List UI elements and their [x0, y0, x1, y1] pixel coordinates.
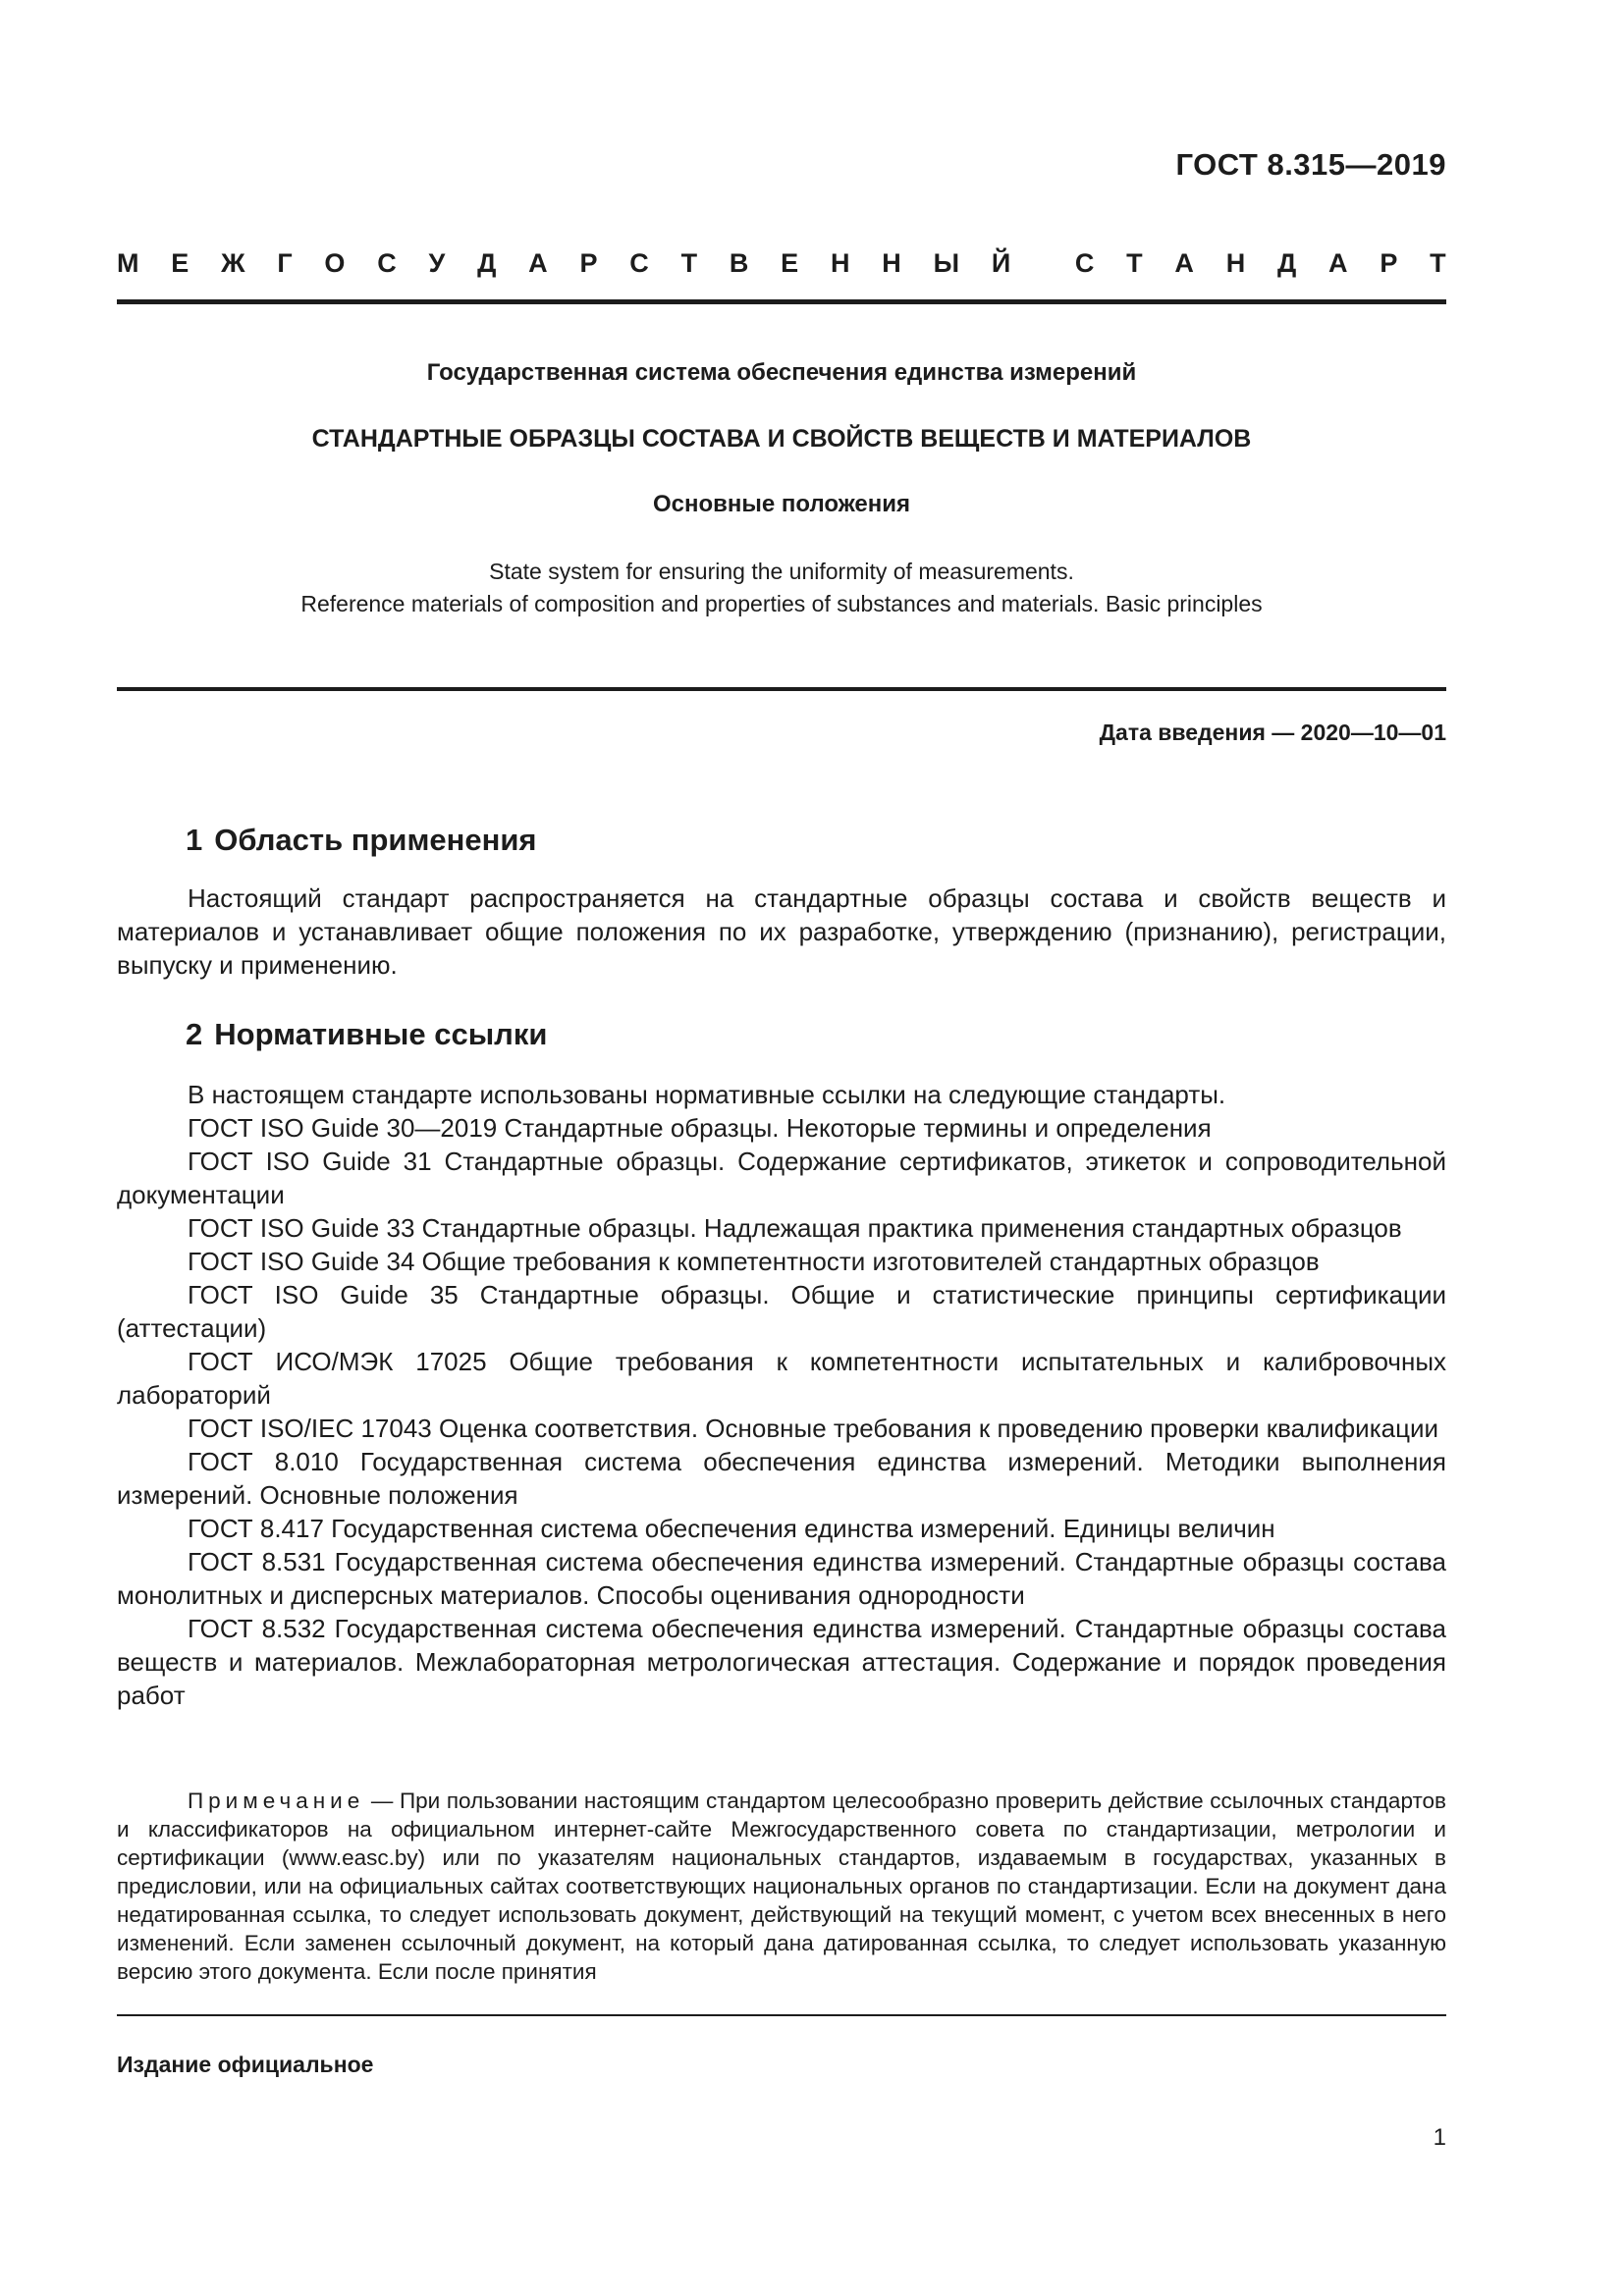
title-english-line: Reference materials of composition and properties of substances and materials. Basic principles: [300, 591, 1263, 616]
standard-type-letter: Е: [781, 248, 799, 278]
introduction-date: Дата введения — 2020—10—01: [1099, 720, 1446, 745]
section-2-body: [117, 1078, 1446, 1712]
standard-type-letter: С: [629, 248, 649, 278]
standard-type-letter: С: [1074, 248, 1095, 278]
standard-type-letter: Т: [1126, 248, 1143, 278]
section-1-heading: [186, 823, 537, 858]
footer-divider: [117, 2014, 1446, 2016]
reference-paragraph: ГОСТ ИСО/МЭК 17025 Общие требования к компетентности испытательных и калибровочных лабораторий: [117, 1347, 1446, 1410]
standard-type-letter: Н: [1225, 248, 1246, 278]
standard-type-letter: Д: [477, 248, 497, 278]
standard-type-letter: Е: [171, 248, 189, 278]
reference-paragraph: ГОСТ 8.417 Государственная система обеспечения единства измерений. Единицы величин: [188, 1514, 1275, 1543]
section-number: 2: [186, 1017, 203, 1051]
note: [117, 1787, 1446, 1986]
note-text: — При пользовании настоящим стандартом целесообразно проверить действие ссылочных стандартов и классификаторов на официальном интернет-сайте Межгосударственного совета по стандартизации, метрологии и сертификации (www.easc.by) или по указателям национальных стандартов, издаваемым в государствах, указанных в предисловии, или на официальных сайтах соответствующих национальных органов по стандартизации. Если на документ дана недатированная ссылка, то следует использовать документ, действующий на текущий момент, с учетом всех внесенных в него изменений. Если заменен ссылочный документ, на который дана датированная ссылка, то следует использовать указанную версию этого документа. Если после принятия: [117, 1789, 1446, 1984]
standard-type-letter: Ы: [933, 248, 960, 278]
standard-type-letter: Д: [1277, 248, 1297, 278]
section-title: Нормативные ссылки: [214, 1017, 548, 1051]
section-title: Область применения: [214, 823, 537, 857]
standard-type-letter: Н: [830, 248, 850, 278]
edition-label: Издание официальное: [117, 2052, 374, 2077]
reference-paragraph: ГОСТ ISO Guide 31 Стандартные образцы. Содержание сертификатов, этикеток и сопроводительной документации: [117, 1147, 1446, 1209]
standard-type-letter: Т: [1430, 248, 1446, 278]
standard-type-letter: Н: [882, 248, 901, 278]
document-number: ГОСТ 8.315—2019: [1175, 147, 1446, 182]
standard-type-letter: А: [1328, 248, 1348, 278]
standard-type-letter: Г: [277, 248, 293, 278]
title-english-line: State system for ensuring the uniformity of measurements.: [489, 559, 1074, 584]
title-english: [117, 556, 1446, 620]
standard-type-heading: [117, 248, 1446, 279]
standard-type-letter: А: [528, 248, 548, 278]
paragraph: Настоящий стандарт распространяется на стандартные образцы состава и свойств веществ и материалов и устанавливает общие положения по их разработке, утверждению (признанию), регистрации, выпуску и применению.: [117, 883, 1446, 980]
standard-type-letter: Т: [680, 248, 698, 278]
standard-type-letter: Р: [1380, 248, 1398, 278]
reference-paragraph: ГОСТ 8.531 Государственная система обеспечения единства измерений. Стандартные образцы состава монолитных и дисперсных материалов. Способы оценивания однородности: [117, 1547, 1446, 1610]
standard-type-letter: Р: [579, 248, 598, 278]
standard-type-letter: М: [117, 248, 139, 278]
title-main: СТАНДАРТНЫЕ ОБРАЗЦЫ СОСТАВА И СВОЙСТВ ВЕЩЕСТВ И МАТЕРИАЛОВ: [311, 425, 1252, 453]
standard-type-letter: С: [377, 248, 397, 278]
document-page: [117, 0, 1446, 2296]
reference-paragraph: ГОСТ ISO Guide 30—2019 Стандартные образцы. Некоторые термины и определения: [188, 1113, 1212, 1143]
standard-type-letter: Й: [991, 248, 1011, 278]
page-number: 1: [1433, 2124, 1446, 2151]
standard-type-letter: Ж: [221, 248, 245, 278]
standard-type-letter: А: [1174, 248, 1194, 278]
reference-paragraph: ГОСТ 8.532 Государственная система обеспечения единства измерений. Стандартные образцы состава веществ и материалов. Межлабораторная метрологическая аттестация. Содержание и порядок проведения работ: [117, 1614, 1446, 1710]
standard-type-letter: В: [729, 248, 749, 278]
section-2-heading: [186, 1017, 547, 1052]
section-1-body: [117, 881, 1446, 982]
standard-type-letter: У: [428, 248, 446, 278]
section-number: 1: [186, 823, 203, 857]
reference-paragraph: ГОСТ ISO Guide 35 Стандартные образцы. Общие и статистические принципы сертификации (аттестации): [117, 1280, 1446, 1343]
header-divider: [117, 299, 1446, 304]
reference-paragraph: ГОСТ ISO Guide 34 Общие требования к компетентности изготовителей стандартных образцов: [188, 1247, 1320, 1276]
reference-paragraph: ГОСТ ISO Guide 33 Стандартные образцы. Надлежащая практика применения стандартных образцов: [188, 1213, 1402, 1243]
standard-type-letter: О: [324, 248, 346, 278]
title-subtitle: Основные положения: [652, 491, 911, 517]
reference-paragraph: В настоящем стандарте использованы нормативные ссылки на следующие стандарты.: [188, 1080, 1226, 1109]
title-system: Государственная система обеспечения единства измерений: [426, 359, 1137, 386]
note-label: Примечание: [188, 1789, 365, 1813]
reference-paragraph: ГОСТ ISO/IEC 17043 Оценка соответствия. Основные требования к проведению проверки квалификации: [188, 1414, 1439, 1443]
reference-paragraph: ГОСТ 8.010 Государственная система обеспечения единства измерений. Методики выполнения измерений. Основные положения: [117, 1447, 1446, 1510]
title-divider: [117, 687, 1446, 691]
